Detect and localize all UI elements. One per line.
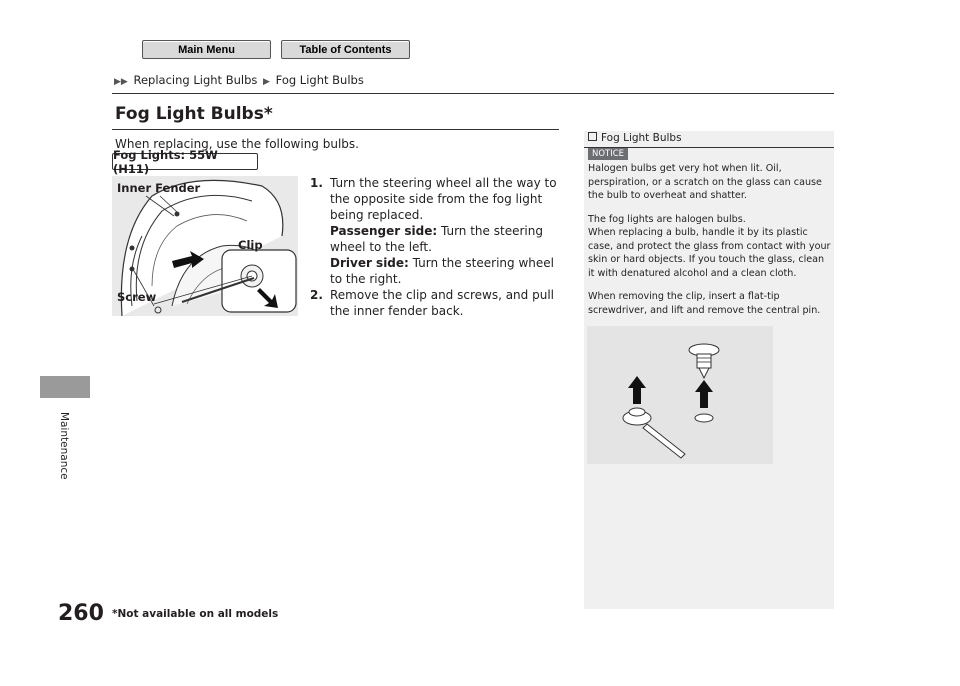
- step-body: [330, 175, 560, 287]
- inner-fender-callout: Inner Fender: [117, 181, 201, 195]
- section-tab: [40, 376, 90, 398]
- section-tab-label: Maintenance: [58, 412, 70, 480]
- halogen-info: [588, 213, 833, 281]
- passenger-side-text: Turn the steering wheel to the left.: [330, 224, 543, 254]
- step-number: 1.: [310, 176, 323, 190]
- notice-text: Halogen bulbs get very hot when lit. Oil, perspiration, or a scratch on the glass can cause the bulb to overheat and shatter.: [588, 163, 822, 201]
- halogen-info-line1: The fog lights are halogen bulbs.: [588, 213, 746, 225]
- page-number: 260: [58, 601, 104, 626]
- screw-callout: Screw: [117, 290, 157, 304]
- halogen-info-line2: When replacing a bulb, handle it by its plastic case, and protect the glass from contact with your skin or hard objects. If you touch the glass, clean it with denatured alcohol and a clean cloth.: [588, 227, 831, 279]
- step-item: [310, 175, 560, 287]
- clip-removal-info: When removing the clip, insert a flat-tip screwdriver, and lift and remove the central pin.: [588, 291, 821, 316]
- header-divider: [112, 93, 834, 94]
- breadcrumb-item-fog-light-bulbs[interactable]: Fog Light Bulbs: [275, 73, 364, 87]
- clip-callout: Clip: [238, 238, 263, 252]
- step-text: Turn the steering wheel all the way to the opposite side from the fog light being replaced.: [330, 176, 557, 222]
- step-text: Remove the clip and screws, and pull the inner fender back.: [330, 288, 554, 318]
- intro-text: When replacing, use the following bulbs.: [115, 137, 359, 151]
- bulb-spec-box: Fog Lights: 55W (H11): [112, 153, 258, 170]
- notice-badge: NOTICE: [588, 148, 628, 160]
- breadcrumb-arrow-icon: ▶: [263, 77, 270, 87]
- sidebar-title-text: Fog Light Bulbs: [601, 132, 682, 144]
- main-menu-button[interactable]: Main Menu: [142, 40, 271, 59]
- procedure-steps: [310, 175, 560, 319]
- driver-side-label: Driver side:: [330, 256, 409, 270]
- title-divider: [112, 129, 559, 130]
- breadcrumb-arrow-icon: ▶▶: [114, 77, 128, 87]
- passenger-side-label: Passenger side:: [330, 224, 438, 238]
- info-sidebar: [584, 131, 834, 609]
- passenger-side-instruction: [330, 223, 560, 255]
- table-of-contents-button[interactable]: Table of Contents: [281, 40, 410, 59]
- reference-mark-icon: [588, 132, 597, 141]
- sidebar-title: [588, 132, 682, 144]
- sidebar-body: [588, 162, 833, 327]
- breadcrumb: [112, 73, 364, 87]
- clip-removal-illustration: [587, 326, 773, 464]
- clip-drawing: [587, 326, 773, 464]
- breadcrumb-item-replacing-light-bulbs[interactable]: Replacing Light Bulbs: [133, 73, 258, 87]
- page-title: Fog Light Bulbs*: [115, 104, 273, 124]
- footnote: *Not available on all models: [112, 608, 279, 620]
- step-body: [330, 287, 560, 319]
- inner-fender-illustration: [112, 176, 298, 316]
- driver-side-text: Turn the steering wheel to the right.: [330, 256, 554, 286]
- step-number: 2.: [310, 288, 323, 302]
- step-item: [310, 287, 560, 319]
- driver-side-instruction: [330, 255, 560, 287]
